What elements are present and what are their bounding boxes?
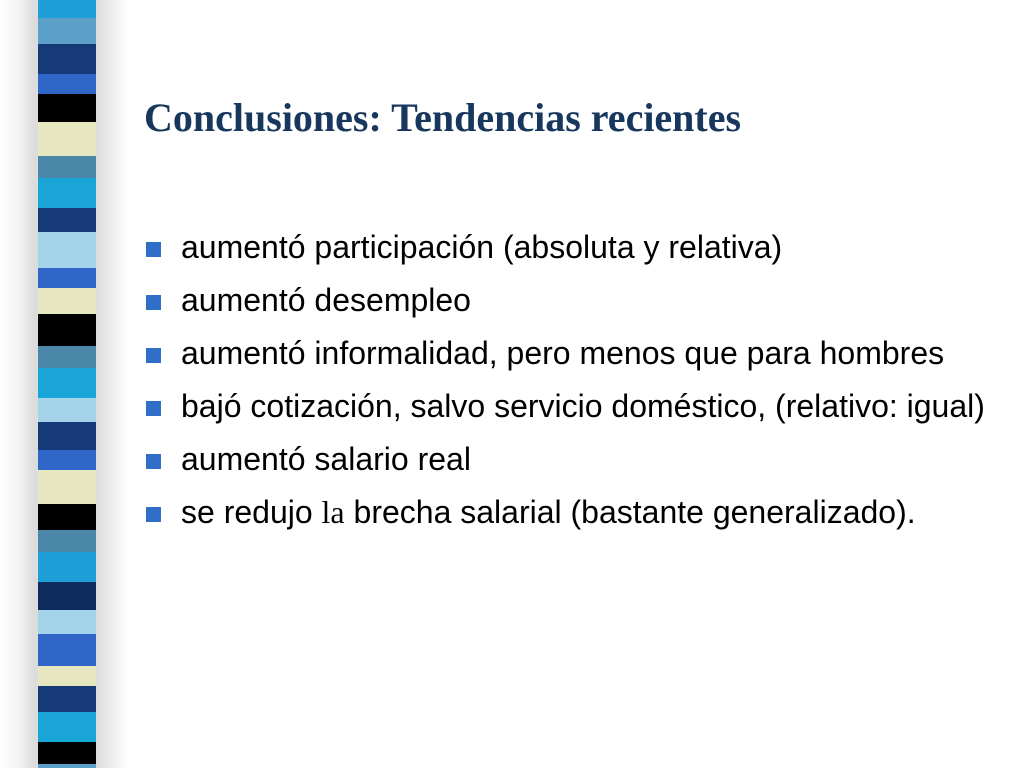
stripe-block <box>38 122 96 156</box>
square-bullet-icon <box>146 348 161 363</box>
bullet-text: aumentó desempleo <box>181 282 471 318</box>
bullet-text-end: brecha salarial (bastante generalizado). <box>344 494 916 530</box>
stripe-block <box>38 742 96 764</box>
bullet-text: aumentó informalidad, pero menos que para hombres <box>181 335 945 371</box>
stripe-block <box>38 666 96 686</box>
bullet-text-start: se redujo <box>181 494 322 530</box>
bullet-item <box>140 332 1000 375</box>
stripe-block <box>38 178 96 208</box>
stripe-block <box>38 582 96 610</box>
bullet-item <box>140 226 1000 269</box>
square-bullet-icon <box>146 295 161 310</box>
stripe-block <box>38 268 96 288</box>
stripe-block <box>38 288 96 314</box>
bullet-item <box>140 279 1000 322</box>
square-bullet-icon <box>146 401 161 416</box>
stripe-block <box>38 470 96 504</box>
stripe-block <box>38 0 96 18</box>
stripe-block <box>38 610 96 634</box>
bullet-text: aumentó participación (absoluta y relativa) <box>181 229 783 265</box>
bullet-item <box>140 438 1000 481</box>
stripe-block <box>38 450 96 470</box>
slide-title: Conclusiones: Tendencias recientes <box>144 95 742 140</box>
stripe-block <box>38 368 96 398</box>
square-bullet-icon <box>146 507 161 522</box>
bullet-text: bajó cotización, salvo servicio doméstico, (relativo: igual) <box>181 388 985 424</box>
bullet-text: aumentó salario real <box>181 441 471 477</box>
stripe-block <box>38 398 96 422</box>
stripe-block <box>38 346 96 368</box>
stripe-block <box>38 44 96 74</box>
stripe-block <box>38 504 96 530</box>
stripe-block <box>38 232 96 268</box>
stripe-block <box>38 74 96 94</box>
square-bullet-icon <box>146 242 161 257</box>
stripe-block <box>38 208 96 232</box>
stripe-block <box>38 764 96 768</box>
bullet-item <box>140 385 1000 428</box>
bullet-list <box>140 226 1000 544</box>
bullet-item <box>140 491 1000 534</box>
bullet-text-serif-word: la <box>321 494 345 530</box>
stripe-block <box>38 94 96 122</box>
square-bullet-icon <box>146 454 161 469</box>
stripe-block <box>38 634 96 666</box>
stripe-block <box>38 712 96 742</box>
stripe-block <box>38 686 96 712</box>
stripe-block <box>38 156 96 178</box>
stripe-block <box>38 552 96 582</box>
stripe-block <box>38 530 96 552</box>
stripe-block <box>38 422 96 450</box>
stripe-block <box>38 314 96 346</box>
stripe-block <box>38 18 96 44</box>
decorative-stripe <box>38 0 96 768</box>
